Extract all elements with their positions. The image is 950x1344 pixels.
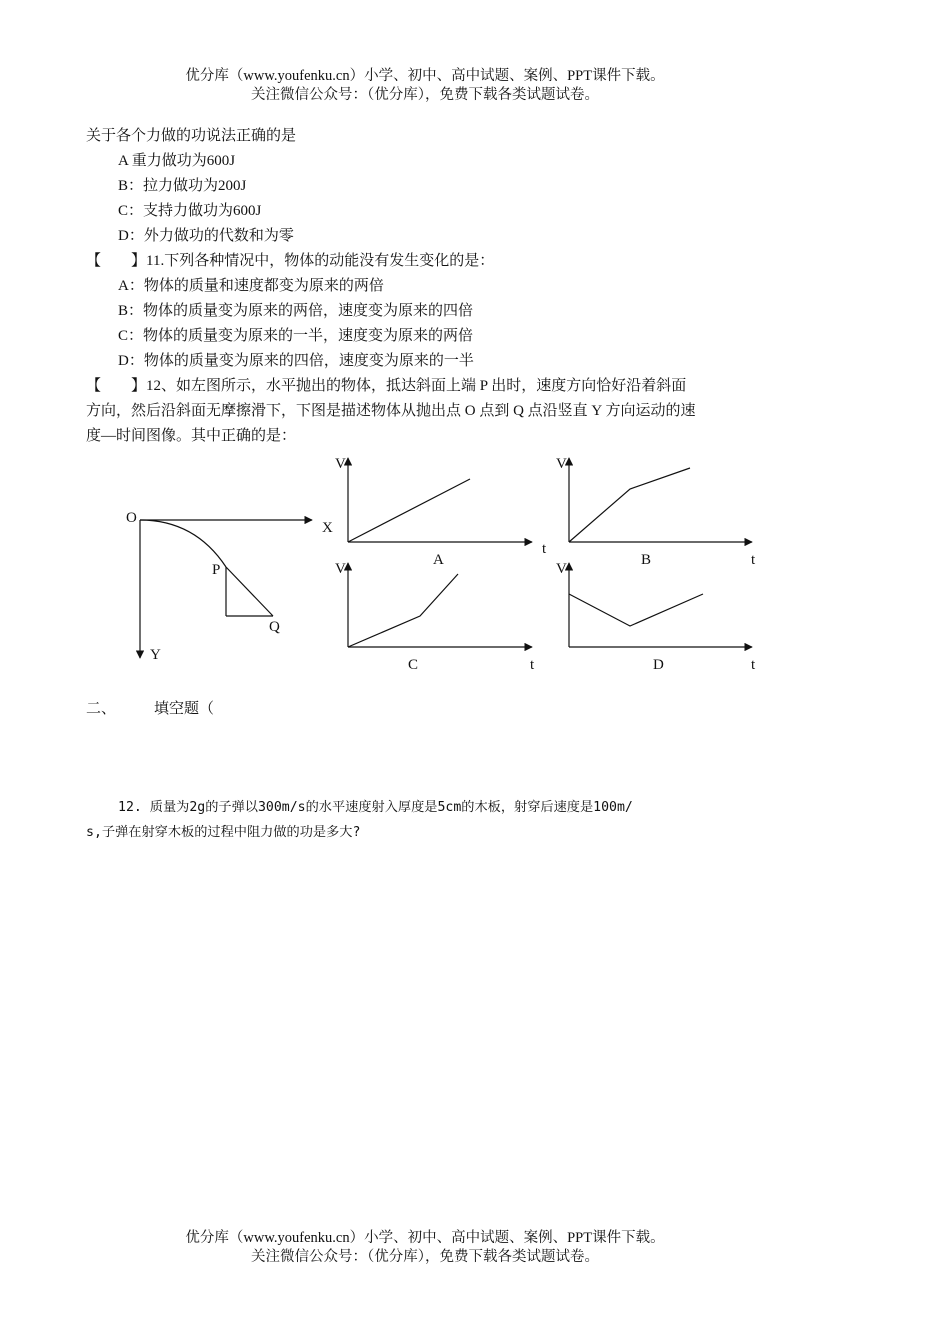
q12b-line-2: s,子弹在射穿木板的过程中阻力做的功是多大? xyxy=(86,825,361,840)
q12-line-1: 【 】12、如左图所示，水平抛出的物体，抵达斜面上端 P 出时，速度方向恰好沿着斜面 xyxy=(86,378,687,394)
graph-a xyxy=(335,456,547,568)
graph-c-curve xyxy=(348,574,458,647)
graph-b-letter: B xyxy=(641,552,652,568)
graph-d-letter: D xyxy=(653,657,664,673)
traj-label-y: Y xyxy=(150,647,161,663)
section-2-number: 二、 xyxy=(86,701,117,717)
graph-a-curve xyxy=(348,479,470,542)
traj-label-p: P xyxy=(212,562,221,578)
graph-a-t-label: t xyxy=(542,541,547,557)
graph-b xyxy=(556,456,756,568)
graph-d-t-label: t xyxy=(751,657,756,673)
q10-stem: 关于各个力做的功说法正确的是 xyxy=(86,128,297,144)
q12-figure xyxy=(0,450,950,680)
graph-b-v-label: V xyxy=(556,456,567,472)
trajectory-diagram xyxy=(140,520,312,658)
footer-line-1: 优分库（www.youfenku.cn）小学、初中、高中试题、案例、PPT课件下载。 xyxy=(185,1230,665,1246)
traj-label-q: Q xyxy=(269,619,280,635)
graph-c xyxy=(335,561,535,673)
graph-a-letter: A xyxy=(433,552,444,568)
traj-label-x: X xyxy=(322,520,333,536)
graph-d xyxy=(556,561,756,673)
q11-option-d: D：物体的质量变为原来的四倍，速度变为原来的一半 xyxy=(118,353,474,369)
traj-incline xyxy=(226,567,273,616)
q11-option-c: C：物体的质量变为原来的一半，速度变为原来的两倍 xyxy=(118,328,474,344)
graph-c-letter: C xyxy=(408,657,419,673)
footer-line-2: 关注微信公众号：（优分库），免费下载各类试题试卷。 xyxy=(251,1249,599,1265)
graph-d-curve xyxy=(569,594,703,626)
graph-c-t-label: t xyxy=(530,657,535,673)
graph-b-t-label: t xyxy=(751,552,756,568)
header-line-1: 优分库（www.youfenku.cn）小学、初中、高中试题、案例、PPT课件下载。 xyxy=(185,68,665,84)
header-line-2: 关注微信公众号：（优分库），免费下载各类试题试卷。 xyxy=(251,87,599,103)
q12-line-3: 度—时间图像。其中正确的是： xyxy=(86,428,297,444)
q10-option-d: D：外力做功的代数和为零 xyxy=(118,228,294,244)
q11-stem: 【 】11.下列各种情况中，物体的动能没有发生变化的是： xyxy=(86,253,495,269)
q10-option-a: A 重力做功为600J xyxy=(118,153,236,169)
q11-option-b: B：物体的质量变为原来的两倍，速度变为原来的四倍 xyxy=(118,303,474,319)
q11-option-a: A：物体的质量和速度都变为原来的两倍 xyxy=(118,278,384,294)
q10-option-c: C：支持力做功为600J xyxy=(118,203,262,219)
traj-parabola xyxy=(140,520,226,567)
graph-c-v-label: V xyxy=(335,561,346,577)
q12b-line-1: 12. 质量为2g的子弹以300m/s的水平速度射入厚度是5cm的木板，射穿后速度是100m/ xyxy=(118,800,633,815)
q12-line-2: 方向，然后沿斜面无摩擦滑下，下图是描述物体从抛出点 O 点到 Q 点沿竖直 Y 方向运动的速 xyxy=(86,403,696,419)
section-2-title: 填空题（ xyxy=(154,701,215,717)
graph-b-curve xyxy=(569,468,690,542)
q10-option-b: B：拉力做功为200J xyxy=(118,178,247,194)
graph-d-v-label: V xyxy=(556,561,567,577)
graph-a-v-label: V xyxy=(335,456,346,472)
traj-label-o: O xyxy=(126,510,137,526)
